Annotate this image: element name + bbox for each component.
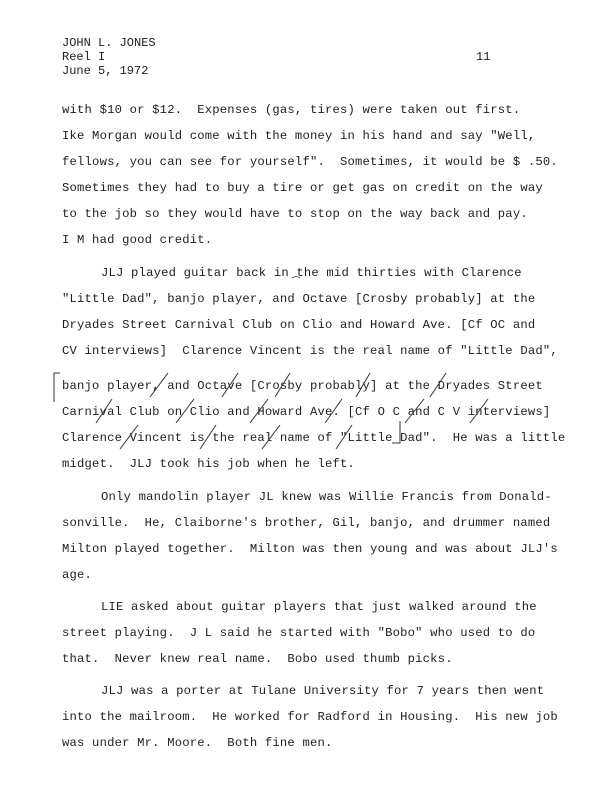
body-line: that. Never knew real name. Bobo used thumb picks. <box>62 652 453 666</box>
body-line: JLJ was a porter at Tulane University for 7 years then went <box>101 684 545 698</box>
body-line: I M had good credit. <box>62 233 213 247</box>
body-line: CV interviews] Clarence Vincent is the real name of "Little Dad", <box>62 344 558 358</box>
body-line: into the mailroom. He worked for Radford in Housing. His new job <box>62 710 558 724</box>
body-line: JLJ played guitar back in the mid thirties with Clarence <box>101 266 522 280</box>
struck-line: Clarence Vincent is the real name of "Little Dad". He was a little <box>62 431 566 445</box>
body-line: "Little Dad", banjo player, and Octave [Crosby probably] at the <box>62 292 536 306</box>
body-line: Only mandolin player JL knew was Willie Francis from Donald- <box>101 490 552 504</box>
body-line: with $10 or $12. Expenses (gas, tires) were taken out first. <box>62 103 521 117</box>
body-line: age. <box>62 568 93 582</box>
body-line: LIE asked about guitar players that just walked around the <box>101 600 537 614</box>
body-line: Dryades Street Carnival Club on Clio and Howard Ave. [Cf OC and <box>62 318 536 332</box>
header-name: JOHN L. JONES <box>62 36 156 50</box>
body-line: midget. JLJ took his job when he left. <box>62 457 356 471</box>
struck-line: Carnival Club on Clio and Howard Ave. [Cf O C and C V interviews] <box>62 405 551 419</box>
open-bracket-mark <box>54 373 60 402</box>
body-line: street playing. J L said he started with "Bobo" who used to do <box>62 626 536 640</box>
body-line: fellows, you can see for yourself". Sometimes, it would be $ .50. <box>62 155 558 169</box>
header-date: June 5, 1972 <box>62 64 149 78</box>
header-reel: Reel I <box>62 50 106 64</box>
page-number: 11 <box>476 50 491 64</box>
body-line: Ike Morgan would come with the money in his hand and say "Well, <box>62 129 536 143</box>
body-line: was under Mr. Moore. Both fine men. <box>62 736 333 750</box>
body-line: Milton played together. Milton was then young and was about JLJ's <box>62 542 558 556</box>
body-line: sonville. He, Claiborne's brother, Gil, banjo, and drummer named <box>62 516 551 530</box>
body-line: Sometimes they had to buy a tire or get gas on credit on the way <box>62 181 543 195</box>
body-line: to the job so they would have to stop on the way back and pay. <box>62 207 528 221</box>
struck-line: banjo player, and Octave [Crosby probably] at the Dryades Street <box>62 379 543 393</box>
